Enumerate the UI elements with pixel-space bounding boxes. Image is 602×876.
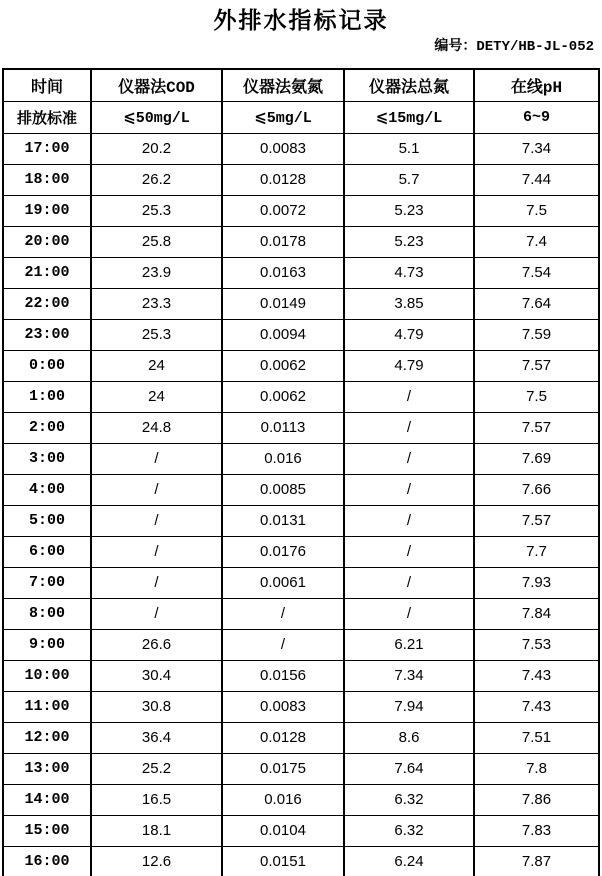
time-cell: 17:00 bbox=[3, 133, 91, 164]
table-row bbox=[3, 288, 599, 319]
value-cell: 7.5 bbox=[474, 195, 599, 226]
time-cell: 11:00 bbox=[3, 691, 91, 722]
value-cell: / bbox=[344, 598, 474, 629]
table-row bbox=[3, 319, 599, 350]
value-cell: 0.0176 bbox=[222, 536, 344, 567]
time-cell: 22:00 bbox=[3, 288, 91, 319]
doc-number: 编号：DETY/HB-JL-052 bbox=[434, 39, 594, 55]
value-cell: 7.94 bbox=[344, 691, 474, 722]
time-cell: 19:00 bbox=[3, 195, 91, 226]
value-cell: 6.21 bbox=[344, 629, 474, 660]
value-cell: 7.53 bbox=[474, 629, 599, 660]
time-cell: 21:00 bbox=[3, 257, 91, 288]
value-cell: 7.43 bbox=[474, 691, 599, 722]
value-cell: 0.0178 bbox=[222, 226, 344, 257]
value-cell: 26.2 bbox=[91, 164, 222, 195]
time-cell: 13:00 bbox=[3, 753, 91, 784]
time-cell: 16:00 bbox=[3, 846, 91, 876]
time-cell: 14:00 bbox=[3, 784, 91, 815]
value-cell: / bbox=[91, 536, 222, 567]
value-cell: / bbox=[91, 567, 222, 598]
table-row bbox=[3, 195, 599, 226]
time-cell: 7:00 bbox=[3, 567, 91, 598]
value-cell: / bbox=[344, 536, 474, 567]
value-cell: 24 bbox=[91, 381, 222, 412]
value-cell: / bbox=[222, 629, 344, 660]
table-row bbox=[3, 815, 599, 846]
value-cell: / bbox=[344, 412, 474, 443]
time-cell: 12:00 bbox=[3, 722, 91, 753]
value-cell: 8.6 bbox=[344, 722, 474, 753]
time-cell: 10:00 bbox=[3, 660, 91, 691]
value-cell: 7.87 bbox=[474, 846, 599, 876]
standard-cod: ⩽50mg/L bbox=[91, 101, 222, 133]
value-cell: 7.66 bbox=[474, 474, 599, 505]
time-cell: 9:00 bbox=[3, 629, 91, 660]
value-cell: 30.4 bbox=[91, 660, 222, 691]
table-row bbox=[3, 350, 599, 381]
value-cell: 0.0104 bbox=[222, 815, 344, 846]
value-cell: / bbox=[91, 443, 222, 474]
value-cell: 0.0062 bbox=[222, 381, 344, 412]
table-row bbox=[3, 443, 599, 474]
value-cell: 7.7 bbox=[474, 536, 599, 567]
value-cell: 0.0083 bbox=[222, 691, 344, 722]
column-header-ph: 在线pH bbox=[474, 69, 599, 101]
value-cell: 36.4 bbox=[91, 722, 222, 753]
value-cell: 7.86 bbox=[474, 784, 599, 815]
value-cell: 24.8 bbox=[91, 412, 222, 443]
value-cell: / bbox=[344, 443, 474, 474]
value-cell: 7.57 bbox=[474, 412, 599, 443]
value-cell: 7.59 bbox=[474, 319, 599, 350]
value-cell: 7.8 bbox=[474, 753, 599, 784]
time-cell: 18:00 bbox=[3, 164, 91, 195]
time-cell: 0:00 bbox=[3, 350, 91, 381]
value-cell: 0.016 bbox=[222, 784, 344, 815]
value-cell: / bbox=[344, 381, 474, 412]
page-title: 外排水指标记录 bbox=[213, 7, 389, 34]
value-cell: 0.0128 bbox=[222, 164, 344, 195]
value-cell: 7.69 bbox=[474, 443, 599, 474]
value-cell: 7.57 bbox=[474, 350, 599, 381]
table-row bbox=[3, 846, 599, 876]
time-cell: 1:00 bbox=[3, 381, 91, 412]
value-cell: 12.6 bbox=[91, 846, 222, 876]
value-cell: 7.44 bbox=[474, 164, 599, 195]
table-row bbox=[3, 784, 599, 815]
value-cell: 3.85 bbox=[344, 288, 474, 319]
table-row bbox=[3, 257, 599, 288]
indicator-table bbox=[2, 68, 600, 876]
standard-total-nitrogen: ⩽15mg/L bbox=[344, 101, 474, 133]
standards-row bbox=[3, 101, 599, 133]
table-row bbox=[3, 629, 599, 660]
standards-label: 排放标准 bbox=[3, 101, 91, 133]
table-row bbox=[3, 753, 599, 784]
value-cell: 0.0085 bbox=[222, 474, 344, 505]
value-cell: 0.0175 bbox=[222, 753, 344, 784]
value-cell: / bbox=[344, 474, 474, 505]
table-row bbox=[3, 412, 599, 443]
value-cell: 23.3 bbox=[91, 288, 222, 319]
value-cell: 0.0113 bbox=[222, 412, 344, 443]
value-cell: / bbox=[91, 505, 222, 536]
table-row bbox=[3, 164, 599, 195]
table-row bbox=[3, 474, 599, 505]
table-row bbox=[3, 567, 599, 598]
column-header-row bbox=[3, 69, 599, 101]
value-cell: 23.9 bbox=[91, 257, 222, 288]
time-cell: 23:00 bbox=[3, 319, 91, 350]
time-cell: 3:00 bbox=[3, 443, 91, 474]
table-row bbox=[3, 226, 599, 257]
value-cell: 25.3 bbox=[91, 319, 222, 350]
value-cell: 7.93 bbox=[474, 567, 599, 598]
value-cell: 25.8 bbox=[91, 226, 222, 257]
table-row bbox=[3, 505, 599, 536]
value-cell: 18.1 bbox=[91, 815, 222, 846]
time-cell: 20:00 bbox=[3, 226, 91, 257]
table-row bbox=[3, 133, 599, 164]
value-cell: 7.54 bbox=[474, 257, 599, 288]
column-header-ammonia: 仪器法氨氮 bbox=[222, 69, 344, 101]
time-cell: 5:00 bbox=[3, 505, 91, 536]
value-cell: 0.0061 bbox=[222, 567, 344, 598]
value-cell: 0.0128 bbox=[222, 722, 344, 753]
column-header-total-nitrogen: 仪器法总氮 bbox=[344, 69, 474, 101]
column-header-time: 时间 bbox=[3, 69, 91, 101]
value-cell: 24 bbox=[91, 350, 222, 381]
value-cell: 5.1 bbox=[344, 133, 474, 164]
value-cell: / bbox=[222, 598, 344, 629]
value-cell: / bbox=[91, 598, 222, 629]
value-cell: 26.6 bbox=[91, 629, 222, 660]
value-cell: 6.24 bbox=[344, 846, 474, 876]
table-row bbox=[3, 536, 599, 567]
value-cell: 4.73 bbox=[344, 257, 474, 288]
value-cell: 0.0151 bbox=[222, 846, 344, 876]
value-cell: 0.0163 bbox=[222, 257, 344, 288]
value-cell: 20.2 bbox=[91, 133, 222, 164]
column-header-cod: 仪器法COD bbox=[91, 69, 222, 101]
value-cell: 7.51 bbox=[474, 722, 599, 753]
time-cell: 2:00 bbox=[3, 412, 91, 443]
value-cell: 0.0072 bbox=[222, 195, 344, 226]
value-cell: 5.23 bbox=[344, 226, 474, 257]
value-cell: 25.2 bbox=[91, 753, 222, 784]
data-rows bbox=[3, 133, 599, 876]
table-row bbox=[3, 722, 599, 753]
table-row bbox=[3, 660, 599, 691]
standard-ammonia: ⩽5mg/L bbox=[222, 101, 344, 133]
value-cell: 7.57 bbox=[474, 505, 599, 536]
value-cell: 0.0083 bbox=[222, 133, 344, 164]
value-cell: 7.83 bbox=[474, 815, 599, 846]
value-cell: 0.0149 bbox=[222, 288, 344, 319]
standard-ph: 6~9 bbox=[474, 101, 599, 133]
value-cell: 7.64 bbox=[344, 753, 474, 784]
value-cell: 6.32 bbox=[344, 784, 474, 815]
table-row bbox=[3, 381, 599, 412]
time-cell: 4:00 bbox=[3, 474, 91, 505]
value-cell: 7.34 bbox=[344, 660, 474, 691]
value-cell: 7.4 bbox=[474, 226, 599, 257]
value-cell: 0.0131 bbox=[222, 505, 344, 536]
value-cell: 0.016 bbox=[222, 443, 344, 474]
time-cell: 15:00 bbox=[3, 815, 91, 846]
value-cell: / bbox=[91, 474, 222, 505]
value-cell: 5.7 bbox=[344, 164, 474, 195]
value-cell: 25.3 bbox=[91, 195, 222, 226]
time-cell: 6:00 bbox=[3, 536, 91, 567]
value-cell: / bbox=[344, 505, 474, 536]
value-cell: 4.79 bbox=[344, 350, 474, 381]
value-cell: 6.32 bbox=[344, 815, 474, 846]
value-cell: / bbox=[344, 567, 474, 598]
table-row bbox=[3, 691, 599, 722]
value-cell: 16.5 bbox=[91, 784, 222, 815]
value-cell: 30.8 bbox=[91, 691, 222, 722]
value-cell: 7.5 bbox=[474, 381, 599, 412]
value-cell: 0.0094 bbox=[222, 319, 344, 350]
value-cell: 7.64 bbox=[474, 288, 599, 319]
time-cell: 8:00 bbox=[3, 598, 91, 629]
value-cell: 7.34 bbox=[474, 133, 599, 164]
table-row bbox=[3, 598, 599, 629]
value-cell: 4.79 bbox=[344, 319, 474, 350]
value-cell: 0.0062 bbox=[222, 350, 344, 381]
value-cell: 7.84 bbox=[474, 598, 599, 629]
value-cell: 0.0156 bbox=[222, 660, 344, 691]
value-cell: 7.43 bbox=[474, 660, 599, 691]
value-cell: 5.23 bbox=[344, 195, 474, 226]
